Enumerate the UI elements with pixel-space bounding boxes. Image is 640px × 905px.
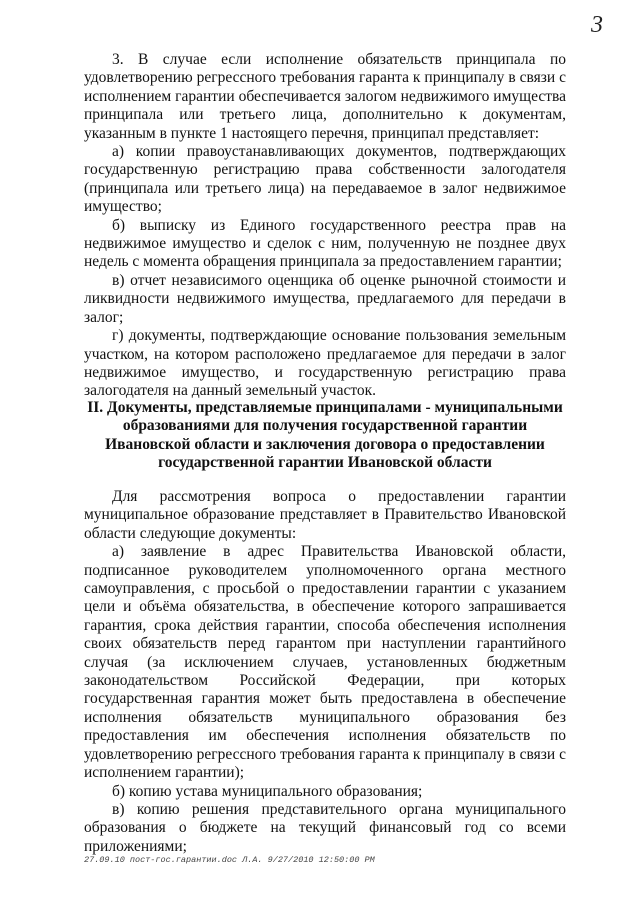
paragraph: г) документы, подтверждающие основание пользования земельным участком, на котором расположено предлагаемое для передачи в залог недвижимое имущество, и государственную регистрацию права залогодателя на данный земельный участок. (84, 327, 566, 400)
paragraph: б) копию устава муниципального образования; (112, 782, 423, 800)
page-number: 3 (591, 12, 603, 38)
paragraph: а) копии правоустанавливающих документов, подтверждающих государственную регистрацию права собственности залогодателя (принципала или третьего лица) на передаваемое в залог недвижимое имущество; (84, 143, 566, 216)
paragraph: в) отчет независимого оценщика об оценке рыночной стоимости и ликвидности недвижимого имущества, предлагаемого для передачи в залог; (84, 271, 566, 326)
section-2-heading: II. Документы, представляемые принципалами - муниципальными образованиями для получения государственной гарантии Ивановской области и заключения договора о предоставлении государственной гарантии Ивановской области (87, 399, 563, 472)
paragraph: в) копию решения представительного органа муниципального образования о бюджете на текущий финансовый год со всеми приложениями; (84, 800, 566, 855)
paragraph: Для рассмотрения вопроса о предоставлении гарантии муниципальное образование представляет в Правительство Ивановской области следующие документы: (84, 488, 566, 542)
paragraph: б) выписку из Единого государственного реестра прав на недвижимое имущество и сделок с ним, полученную не позднее двух недель с момента обращения принципала за предоставлением гарантии; (84, 216, 566, 271)
paragraph: 3. В случае если исполнение обязательств принципала по удовлетворению регрессного требования гаранта к принципалу в связи с исполнением гарантии обеспечивается залогом недвижимого имущества принципала или третьего лица, дополнительно к документам, указанным в пункте 1 настоящего перечня, принципал представляет: (84, 51, 566, 142)
document-footer: 27.09.10 пост-гос.гарантии.doc Л.А. 9/27/2010 12:50:00 PM (84, 855, 375, 865)
section-1-text (84, 51, 566, 401)
section-2-text (84, 488, 566, 856)
paragraph: а) заявление в адрес Правительства Ивановской области, подписанное руководителем уполномоченного органа местного самоуправления, с просьбой о предоставлении гарантии с указанием цели и объёма обязательства, в обеспечение которого запрашивается гарантия, срока действия гарантии, способа обеспечения исполнения своих обязательств перед гарантом при наступлении гарантийного случая (за исключением случаев, установленных бюджетным законодательством Российской Федерации, при которых государственная гарантия может быть предоставлена в обеспечение исполнения обязательств муниципального образования без предоставления им обеспечения исполнения обязательств по удовлетворению регрессного требования гаранта к принципалу в связи с исполнением гарантии); (84, 543, 566, 782)
